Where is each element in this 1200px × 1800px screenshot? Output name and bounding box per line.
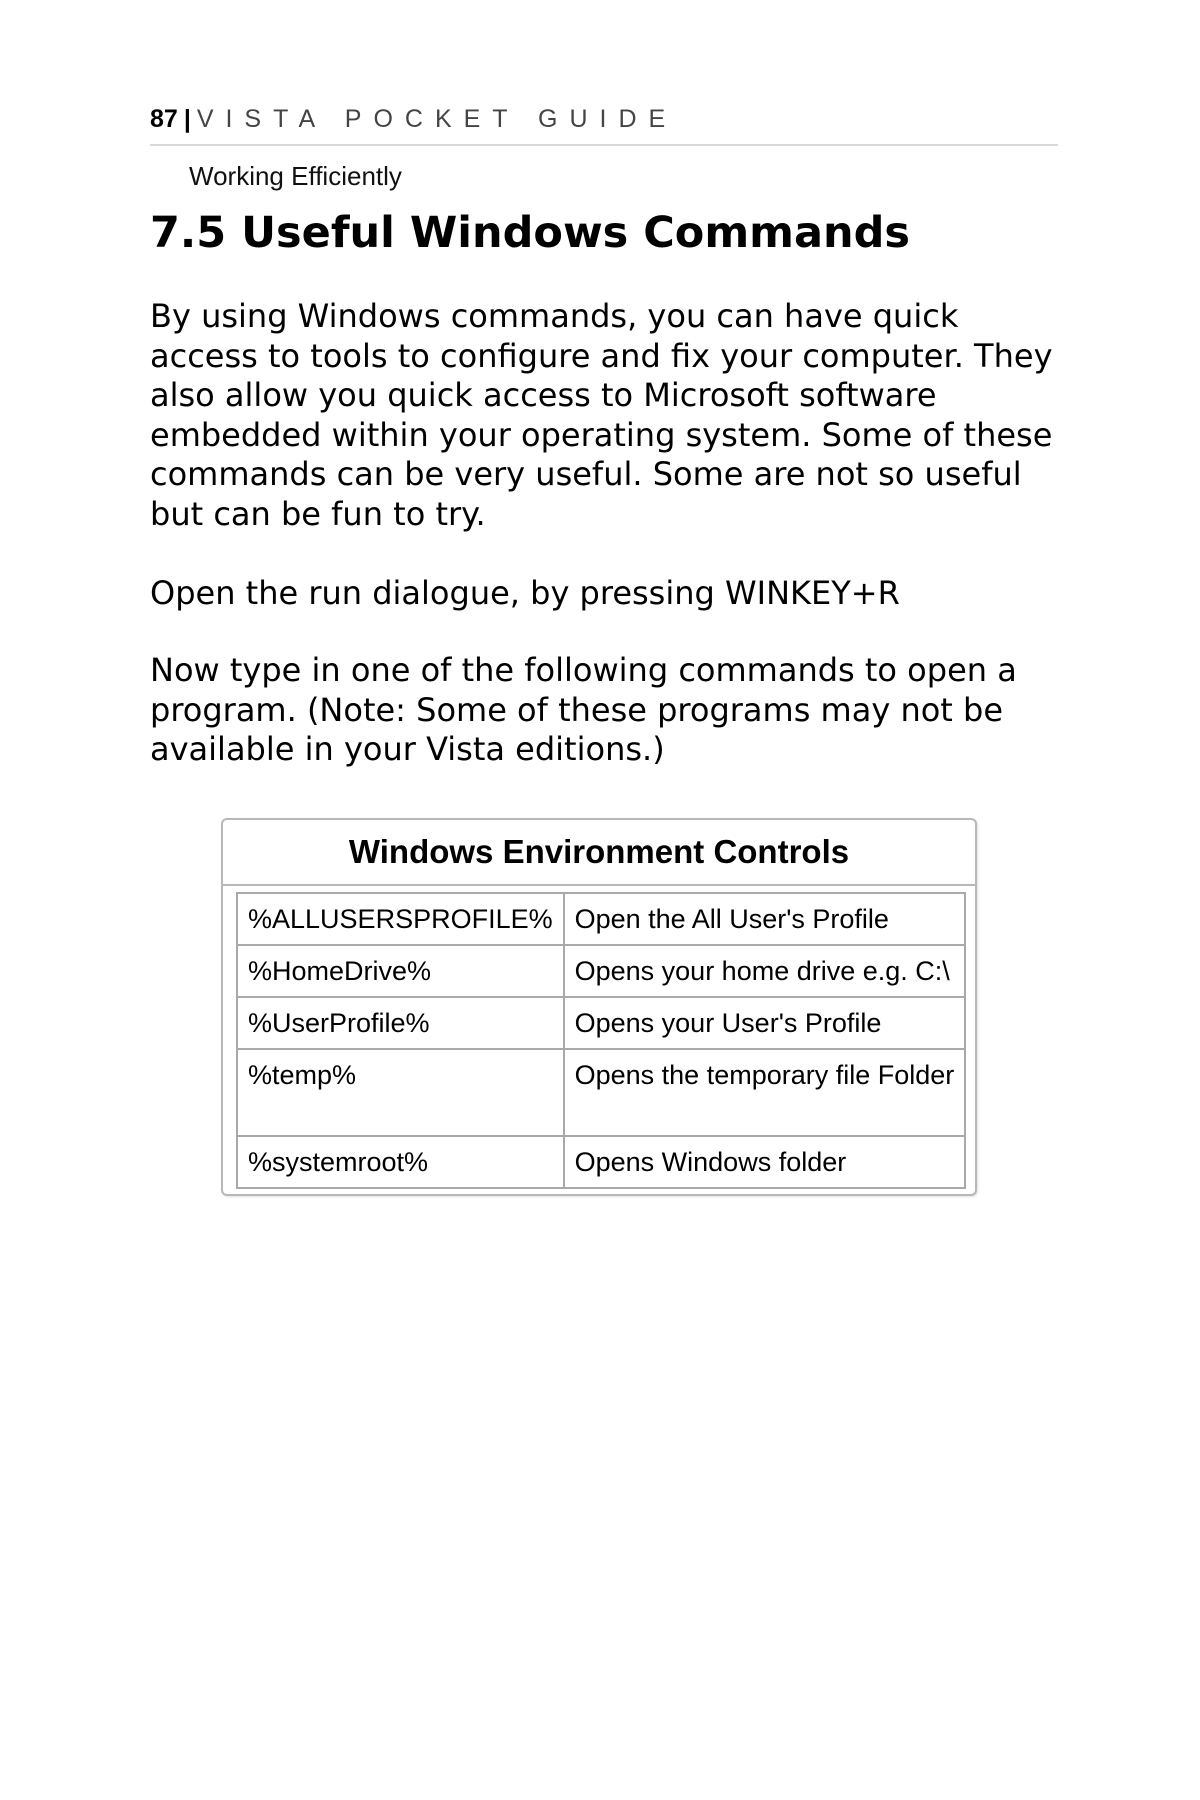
command-cell: %HomeDrive%	[237, 945, 564, 997]
description-cell: Opens your home drive e.g. C:\	[564, 945, 966, 997]
description-cell: Open the All User's Profile	[564, 893, 966, 945]
table-row	[237, 997, 965, 1049]
table-row	[237, 893, 965, 945]
command-cell: %systemroot%	[237, 1136, 564, 1188]
page-number: 87	[150, 105, 178, 133]
description-cell: Opens Windows folder	[564, 1136, 966, 1188]
command-cell: %UserProfile%	[237, 997, 564, 1049]
commands-paragraph: Now type in one of the following commands to open a program. (Note: Some of these programs may not be available in your Vista editions.)	[150, 651, 1017, 768]
table-row	[237, 945, 965, 997]
command-cell: %temp%	[237, 1049, 564, 1136]
page-heading: 7.5 Useful Windows Commands	[150, 208, 910, 258]
environment-controls-panel	[221, 818, 977, 1196]
header-separator: |	[183, 105, 191, 133]
running-header	[150, 100, 1058, 146]
table-row	[237, 1136, 965, 1188]
intro-paragraph: By using Windows commands, you can have quick access to tools to configure and fix your computer. They also allow you quick access to Microsoft software embedded within your operating system. Some of these commands can be very useful. Some are not so useful but can be fun to try.	[150, 297, 1053, 533]
run-dialogue-paragraph: Open the run dialogue, by pressing WINKEY+R	[150, 574, 900, 612]
environment-controls-table	[236, 892, 966, 1189]
environment-controls-title: Windows Environment Controls	[223, 820, 975, 886]
book-title: VISTA POCKET GUIDE	[196, 105, 678, 133]
description-cell: Opens your User's Profile	[564, 997, 966, 1049]
command-cell: %ALLUSERSPROFILE%	[237, 893, 564, 945]
description-cell: Opens the temporary file Folder	[564, 1049, 966, 1136]
table-row	[237, 1049, 965, 1136]
section-label: Working Efficiently	[189, 161, 402, 191]
